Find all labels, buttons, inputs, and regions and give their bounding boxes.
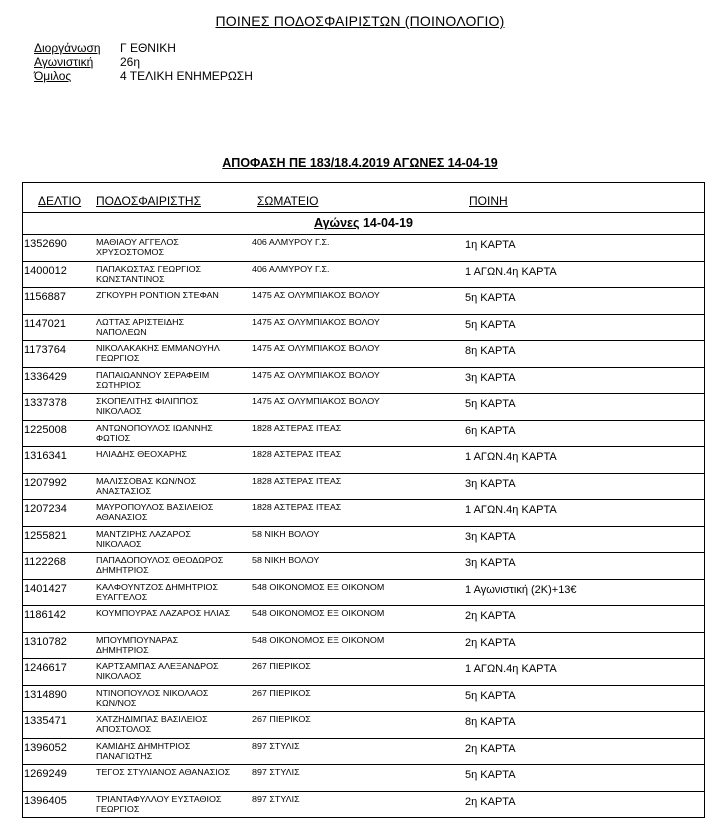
card-number: 1352690 [24, 238, 67, 250]
club-name: 58 ΝΙΚΗ ΒΟΛΟΥ [252, 528, 320, 539]
meta-block [34, 41, 253, 83]
card-number: 1147021 [24, 317, 67, 330]
club-name: 1475 ΑΣ ΟΛΥΜΠΙΑΚΟΣ ΒΟΛΟΥ [252, 290, 380, 300]
card-number: 1400012 [24, 264, 67, 277]
table-header [23, 183, 704, 213]
club-name: 1828 ΑΣΤΕΡΑΣ ΙΤΕΑΣ [252, 422, 342, 433]
club-name: 897 ΣΤΥΛΙΣ [252, 740, 300, 751]
meta-value-group: 4 ΤΕΛΙΚΗ ΕΝΗΜΕΡΩΣΗ [120, 69, 253, 83]
meta-row [34, 41, 253, 55]
penalty: 1 ΑΓΩΝ.4η ΚΑΡΤΑ [465, 451, 557, 463]
header-penalty: ΠΟΙΝΗ [469, 194, 508, 208]
club-name: 267 ΠΙΕΡΙΚΟΣ [252, 687, 311, 698]
header-card: ΔΕΛΤΙΟ [38, 194, 82, 208]
card-number: 1335471 [24, 715, 67, 727]
player-name: ΛΩΤΤΑΣ ΑΡΙΣΤΕΙΔΗΣ ΝΑΠΟΛΕΩΝ [96, 316, 185, 337]
penalty: 1 ΑΓΩΝ.4η ΚΑΡΤΑ [465, 265, 557, 278]
table-row [23, 659, 704, 686]
penalty: 2η ΚΑΡΤΑ [465, 636, 516, 649]
club-name: 1475 ΑΣ ΟΛΥΜΠΙΑΚΟΣ ΒΟΛΟΥ [252, 396, 380, 406]
card-number: 1316341 [24, 450, 67, 462]
table-row [23, 739, 704, 766]
penalty: 6η ΚΑΡΤΑ [465, 424, 516, 437]
table-row [23, 368, 704, 395]
club-name: 1475 ΑΣ ΟΛΥΜΠΙΑΚΟΣ ΒΟΛΟΥ [252, 316, 380, 327]
club-name: 548 ΟΙΚΟΝΟΜΟΣ ΕΞ ΟΙΚΟΝΟΜ [252, 608, 385, 618]
player-name: ΜΑΘΙΑΟΥ ΑΓΓΕΛΟΣ ΧΡΥΣΟΣΤΟΜΟΣ [96, 237, 179, 257]
penalty: 5η ΚΑΡΤΑ [465, 292, 516, 304]
penalty: 3η ΚΑΡΤΑ [465, 557, 516, 569]
header-player: ΠΟΔΟΣΦΑΙΡΙΣΤΗΣ [96, 194, 201, 208]
club-name: 1828 ΑΣΤΕΡΑΣ ΙΤΕΑΣ [252, 449, 342, 459]
player-name: ΚΟΥΜΠΟΥΡΑΣ ΛΑΖΑΡΟΣ ΗΛΙΑΣ [96, 608, 231, 618]
player-name: ΚΑΡΤΣΑΜΠΑΣ ΑΛΕΞΑΝΔΡΟΣ ΝΙΚΟΛΑΟΣ [96, 661, 219, 681]
penalty: 1 Αγωνιστική (2Κ)+13€ [465, 583, 577, 596]
table-row [23, 262, 704, 289]
penalty: 5η ΚΑΡΤΑ [465, 769, 516, 781]
card-number: 1396052 [24, 741, 67, 754]
club-name: 58 ΝΙΚΗ ΒΟΛΟΥ [252, 555, 320, 565]
player-name: ΝΤΙΝΟΠΟΥΛΟΣ ΝΙΚΟΛΑΟΣ ΚΩΝ/ΝΟΣ [96, 687, 209, 708]
table-row [23, 606, 704, 633]
penalty: 5η ΚΑΡΤΑ [465, 398, 516, 410]
table-body [23, 235, 704, 818]
player-name: ΚΑΛΦΟΥΝΤΖΟΣ ΔΗΜΗΤΡΙΟΣ ΕΥΑΓΓΕΛΟΣ [96, 581, 219, 602]
meta-value-organization: Γ ΕΘΝΙΚΗ [120, 41, 176, 55]
club-name: 267 ΠΙΕΡΙΚΟΣ [252, 661, 311, 671]
player-name: ΠΑΠΑΚΩΣΤΑΣ ΓΕΩΡΓΙΟΣ ΚΩΝΣΤΑΝΤΙΝΟΣ [96, 263, 202, 284]
card-number: 1186142 [24, 609, 67, 621]
penalty: 3η ΚΑΡΤΑ [465, 371, 516, 384]
table-row [23, 474, 704, 501]
card-number: 1401427 [24, 582, 67, 595]
club-name: 1828 ΑΣΤΕΡΑΣ ΙΤΕΑΣ [252, 502, 342, 512]
card-number: 1246617 [24, 662, 67, 674]
card-number: 1396405 [24, 794, 67, 807]
meta-label-group: Όμιλος [34, 69, 72, 83]
table-row [23, 500, 704, 527]
player-name: ΧΑΤΖΗΔΙΜΠΑΣ ΒΑΣΙΛΕΙΟΣ ΑΠΟΣΤΟΛΟΣ [96, 714, 208, 734]
table-row [23, 765, 704, 792]
card-number: 1337378 [24, 397, 67, 409]
player-name: ΝΙΚΟΛΑΚΑΚΗΣ ΕΜΜΑΝΟΥΗΛ ΓΕΩΡΓΙΟΣ [96, 343, 220, 363]
match-group-row [23, 212, 704, 235]
card-number: 1173764 [24, 344, 67, 356]
player-name: ΜΑΥΡΟΠΟΥΛΟΣ ΒΑΣΙΛΕΙΟΣ ΑΘΑΝΑΣΙΟΣ [96, 502, 214, 522]
card-number: 1225008 [24, 423, 67, 436]
card-number: 1314890 [24, 688, 67, 701]
player-name: ΑΝΤΩΝΟΠΟΥΛΟΣ ΙΩΑΝΝΗΣ ΦΩΤΙΟΣ [96, 422, 213, 443]
page-title: ΠΟΙΝΕΣ ΠΟΔΟΣΦΑΙΡΙΣΤΩΝ (ΠΟΙΝΟΛΟΓΙΟ) [215, 13, 505, 29]
table-row [23, 712, 704, 739]
table-row [23, 315, 704, 342]
penalty: 2η ΚΑΡΤΑ [465, 610, 516, 622]
club-name: 406 ΑΛΜΥΡΟΥ Γ.Σ. [252, 263, 330, 274]
player-name: ΠΑΠΑΔΟΠΟΥΛΟΣ ΘΕΟΔΩΡΟΣ ΔΗΜΗΤΡΙΟΣ [96, 555, 224, 575]
table-row [23, 288, 704, 315]
table-row [23, 527, 704, 554]
player-name: ΜΑΛΙΣΣΟΒΑΣ ΚΩΝ/ΝΟΣ ΑΝΑΣΤΑΣΙΟΣ [96, 475, 197, 496]
card-number: 1310782 [24, 635, 67, 648]
meta-label-matchday: Αγωνιστική [34, 55, 94, 69]
table-row [23, 580, 704, 607]
penalty: 3η ΚΑΡΤΑ [465, 530, 516, 543]
club-name: 548 ΟΙΚΟΝΟΜΟΣ ΕΞ ΟΙΚΟΝΟΜ [252, 581, 385, 592]
player-name: ΜΠΟΥΜΠΟΥΝΑΡΑΣ ΔΗΜΗΤΡΙΟΣ [96, 634, 179, 655]
club-name: 406 ΑΛΜΥΡΟΥ Γ.Σ. [252, 237, 330, 247]
table-row [23, 447, 704, 474]
penalty: 5η ΚΑΡΤΑ [465, 318, 516, 331]
penalty: 2η ΚΑΡΤΑ [465, 742, 516, 755]
card-number: 1255821 [24, 529, 67, 542]
penalty: 8η ΚΑΡΤΑ [465, 716, 516, 728]
penalty: 1 ΑΓΩΝ.4η ΚΑΡΤΑ [465, 663, 557, 675]
card-number: 1336429 [24, 370, 67, 383]
player-name: ΗΛΙΑΔΗΣ ΘΕΟΧΑΡΗΣ [96, 449, 187, 459]
player-name: ΖΓΚΟΥΡΗ ΡΟΝΤΙΟΝ ΣΤΕΦΑΝ [96, 290, 219, 300]
meta-row [34, 69, 253, 83]
table-row [23, 341, 704, 368]
table-row [23, 235, 704, 262]
header-club: ΣΩΜΑΤΕΙΟ [257, 194, 319, 208]
player-name: ΜΑΝΤΖΙΡΗΣ ΛΑΖΑΡΟΣ ΝΙΚΟΛΑΟΣ [96, 528, 191, 549]
club-name: 1475 ΑΣ ΟΛΥΜΠΙΑΚΟΣ ΒΟΛΟΥ [252, 369, 380, 380]
penalty: 8η ΚΑΡΤΑ [465, 345, 516, 357]
group-date: 14-04-19 [362, 216, 413, 230]
penalty: 5η ΚΑΡΤΑ [465, 689, 516, 702]
meta-value-matchday: 26η [120, 55, 141, 69]
player-name: ΤΡΙΑΝΤΑΦΥΛΛΟΥ ΕΥΣΤΑΘΙΟΣ ΓΕΩΡΓΙΟΣ [96, 793, 222, 814]
table-row [23, 686, 704, 713]
player-name: ΤΕΓΟΣ ΣΤΥΛΙΑΝΟΣ ΑΘΑΝΑΣΙΟΣ [96, 767, 231, 777]
card-number: 1207234 [24, 503, 67, 515]
penalty: 1η ΚΑΡΤΑ [465, 239, 516, 251]
meta-label-organization: Διοργάνωση [34, 41, 101, 55]
meta-row [34, 55, 253, 69]
card-number: 1207992 [24, 476, 67, 489]
group-label: Αγώνες [314, 216, 360, 230]
club-name: 267 ΠΙΕΡΙΚΟΣ [252, 714, 311, 724]
table-row [23, 421, 704, 448]
club-name: 548 ΟΙΚΟΝΟΜΟΣ ΕΞ ΟΙΚΟΝΟΜ [252, 634, 385, 645]
card-number: 1122268 [24, 556, 67, 568]
card-number: 1156887 [24, 291, 67, 303]
penalty: 2η ΚΑΡΤΑ [465, 795, 516, 808]
club-name: 1475 ΑΣ ΟΛΥΜΠΙΑΚΟΣ ΒΟΛΟΥ [252, 343, 380, 353]
club-name: 1828 ΑΣΤΕΡΑΣ ΙΤΕΑΣ [252, 475, 342, 486]
table-row [23, 394, 704, 421]
card-number: 1269249 [24, 768, 67, 780]
decision-heading: ΑΠΟΦΑΣΗ ΠΕ 183/18.4.2019 ΑΓΩΝΕΣ 14-04-19 [222, 156, 498, 170]
penalties-table [22, 182, 705, 818]
penalty: 3η ΚΑΡΤΑ [465, 477, 516, 490]
club-name: 897 ΣΤΥΛΙΣ [252, 767, 300, 777]
table-row [23, 633, 704, 660]
player-name: ΣΚΟΠΕΛΙΤΗΣ ΦΙΛΙΠΠΟΣ ΝΙΚΟΛΑΟΣ [96, 396, 199, 416]
penalty: 1 ΑΓΩΝ.4η ΚΑΡΤΑ [465, 504, 557, 516]
table-row [23, 792, 704, 819]
player-name: ΠΑΠΑΙΩΑΝΝΟΥ ΣΕΡΑΦΕΙΜ ΣΩΤΗΡΙΟΣ [96, 369, 210, 390]
player-name: ΚΑΜΙΔΗΣ ΔΗΜΗΤΡΙΟΣ ΠΑΝΑΓΙΩΤΗΣ [96, 740, 191, 761]
club-name: 897 ΣΤΥΛΙΣ [252, 793, 300, 804]
table-row [23, 553, 704, 580]
